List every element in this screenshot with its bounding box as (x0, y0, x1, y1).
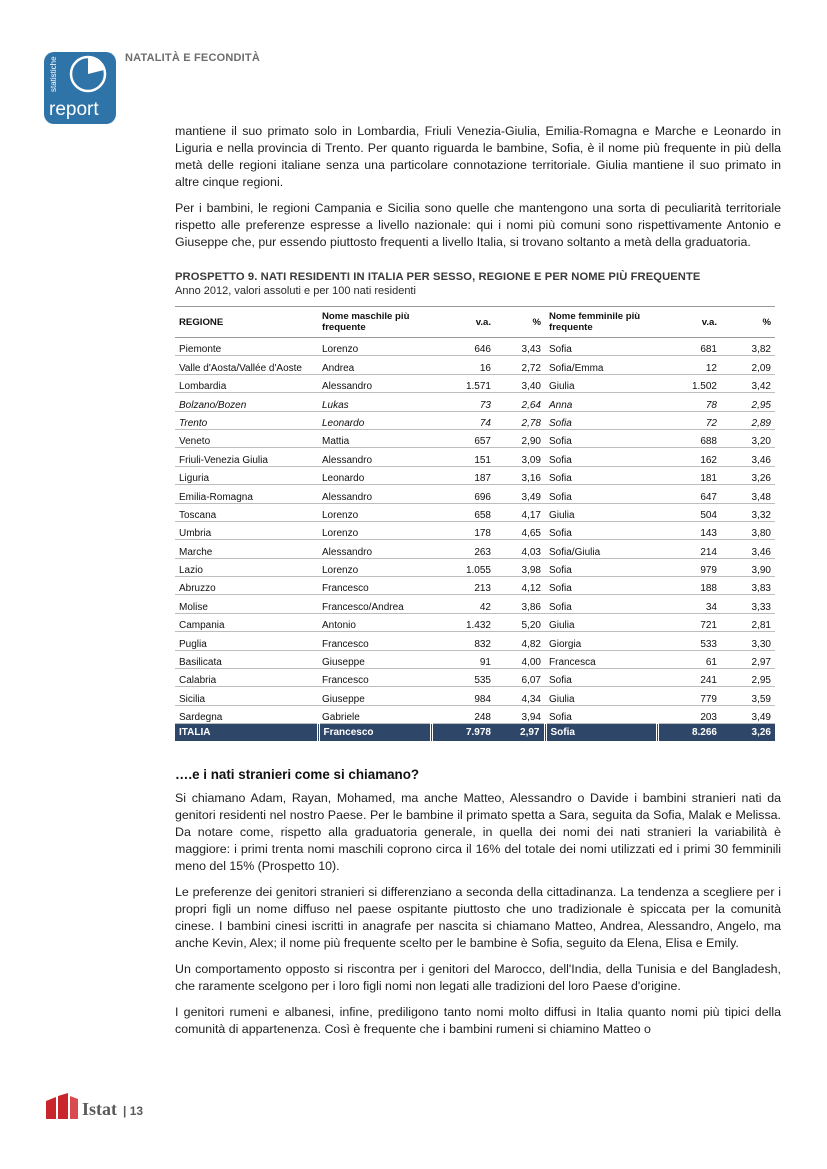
table-cell-fpct: 2,97 (721, 650, 775, 668)
table-cell-mpct: 6,07 (495, 669, 545, 687)
table-cell-mva: 42 (431, 595, 495, 613)
table-cell-fva: 143 (657, 521, 721, 539)
table-cell-region: Veneto (175, 429, 318, 447)
table-cell-mpct: 3,09 (495, 448, 545, 466)
table-cell-mpct: 4,00 (495, 650, 545, 668)
table-cell-region: Calabria (175, 669, 318, 687)
table-cell-m: Mattia (318, 429, 431, 447)
total-cell-f: Sofia (545, 724, 657, 742)
table-cell-fva: 681 (657, 338, 721, 356)
table-cell-fpct: 3,46 (721, 540, 775, 558)
table-cell-f: Sofia (545, 577, 657, 595)
table-subtitle: Anno 2012, valori assoluti e per 100 nati residenti (175, 285, 416, 297)
logo-word: report (49, 99, 99, 120)
logo-side-text: statistiche (49, 56, 58, 92)
table-row (175, 411, 775, 429)
table-cell-m: Alessandro (318, 540, 431, 558)
table-cell-fpct: 3,59 (721, 687, 775, 705)
table-cell-fva: 181 (657, 466, 721, 484)
table-cell-mpct: 4,65 (495, 521, 545, 539)
table-cell-m: Andrea (318, 356, 431, 374)
table-title: PROSPETTO 9. NATI RESIDENTI IN ITALIA PER SESSO, REGIONE E PER NOME PIÙ FREQUENTE (175, 271, 701, 283)
table-cell-fpct: 3,90 (721, 558, 775, 576)
table-cell-region: Sardegna (175, 705, 318, 723)
table-cell-region: Abruzzo (175, 577, 318, 595)
table-cell-fva: 688 (657, 429, 721, 447)
table-cell-region: Sicilia (175, 687, 318, 705)
table-cell-region: Umbria (175, 521, 318, 539)
table-cell-mva: 657 (431, 429, 495, 447)
table-cell-region: Emilia-Romagna (175, 485, 318, 503)
table-cell-mpct: 3,98 (495, 558, 545, 576)
table-cell-m: Francesco (318, 632, 431, 650)
table-cell-fva: 241 (657, 669, 721, 687)
total-cell-mpct: 2,97 (495, 724, 545, 742)
table-cell-f: Sofia (545, 411, 657, 429)
table-cell-fva: 78 (657, 393, 721, 411)
table-cell-mpct: 4,17 (495, 503, 545, 521)
table-cell-m: Gabriele (318, 705, 431, 723)
table-cell-mpct: 4,82 (495, 632, 545, 650)
table-cell-m: Giuseppe (318, 650, 431, 668)
table-cell-fva: 647 (657, 485, 721, 503)
table-cell-m: Antonio (318, 613, 431, 631)
table-cell-region: Liguria (175, 466, 318, 484)
header-female-name: Nome femminile più frequente (545, 307, 657, 338)
table-row (175, 540, 775, 558)
table-cell-region: Bolzano/Bozen (175, 393, 318, 411)
table-cell-fpct: 3,49 (721, 705, 775, 723)
table-cell-fva: 1.502 (657, 374, 721, 392)
header-va-female: v.a. (657, 307, 721, 338)
istat-logo-icon (46, 1093, 80, 1119)
header-va-male: v.a. (431, 307, 495, 338)
table-cell-mva: 535 (431, 669, 495, 687)
table-row (175, 485, 775, 503)
table-cell-region: Valle d'Aosta/Vallée d'Aoste (175, 356, 318, 374)
total-cell-fva: 8.266 (657, 724, 721, 742)
table-cell-f: Sofia (545, 338, 657, 356)
total-cell-m: Francesco (318, 724, 431, 742)
table-cell-f: Sofia/Emma (545, 356, 657, 374)
table-cell-m: Lorenzo (318, 503, 431, 521)
table-cell-fva: 188 (657, 577, 721, 595)
statistiche-report-logo (44, 52, 116, 124)
table-cell-fva: 34 (657, 595, 721, 613)
table-cell-fpct: 3,46 (721, 448, 775, 466)
table-cell-mva: 1.432 (431, 613, 495, 631)
table-cell-f: Sofia (545, 558, 657, 576)
table-cell-m: Francesco/Andrea (318, 595, 431, 613)
table-cell-f: Giorgia (545, 632, 657, 650)
table-cell-region: Trento (175, 411, 318, 429)
table-cell-mpct: 2,72 (495, 356, 545, 374)
table-cell-fva: 12 (657, 356, 721, 374)
table-cell-mva: 151 (431, 448, 495, 466)
table-row (175, 393, 775, 411)
table-cell-fpct: 2,95 (721, 669, 775, 687)
table-cell-mva: 91 (431, 650, 495, 668)
page-number: | 13 (123, 1104, 144, 1118)
table-cell-mva: 73 (431, 393, 495, 411)
table-cell-mva: 263 (431, 540, 495, 558)
table-cell-region: Campania (175, 613, 318, 631)
table-cell-fva: 61 (657, 650, 721, 668)
total-cell-region: ITALIA (175, 724, 318, 742)
table-cell-fpct: 3,20 (721, 429, 775, 447)
header-region: REGIONE (175, 307, 318, 338)
table-cell-f: Sofia (545, 429, 657, 447)
table-cell-mva: 984 (431, 687, 495, 705)
table-cell-region: Lazio (175, 558, 318, 576)
table-cell-f: Francesca (545, 650, 657, 668)
table-cell-f: Anna (545, 393, 657, 411)
table-cell-fpct: 3,83 (721, 577, 775, 595)
table-cell-mpct: 3,40 (495, 374, 545, 392)
table-row (175, 558, 775, 576)
table-cell-mpct: 3,16 (495, 466, 545, 484)
table-cell-fpct: 3,33 (721, 595, 775, 613)
table-cell-f: Sofia (545, 705, 657, 723)
table-cell-region: Basilicata (175, 650, 318, 668)
table-cell-mva: 1.571 (431, 374, 495, 392)
table-row (175, 669, 775, 687)
table-cell-mva: 646 (431, 338, 495, 356)
table-cell-fpct: 2,89 (721, 411, 775, 429)
table-row (175, 687, 775, 705)
table-cell-fpct: 3,30 (721, 632, 775, 650)
table-cell-m: Leonardo (318, 411, 431, 429)
table-cell-fva: 203 (657, 705, 721, 723)
page-content (175, 123, 781, 1047)
names-table (175, 306, 775, 741)
header-male-name: Nome maschile più frequente (318, 307, 431, 338)
table-row (175, 356, 775, 374)
table-cell-region: Marche (175, 540, 318, 558)
table-cell-mpct: 2,90 (495, 429, 545, 447)
table-header-row (175, 307, 775, 338)
table-cell-m: Alessandro (318, 374, 431, 392)
table-cell-region: Toscana (175, 503, 318, 521)
table-cell-mpct: 3,94 (495, 705, 545, 723)
table-cell-region: Friuli-Venezia Giulia (175, 448, 318, 466)
table-cell-mva: 178 (431, 521, 495, 539)
paragraph: Le preferenze dei genitori stranieri si differenziano a seconda della cittadinanza. La tendenza a scegliere per i propri figli un nome diffuso nel paese ospitante piuttosto che uno tradizionale è spiccata per la comunità cinese. I bambini cinesi iscritti in anagrafe per nascita si chiamano Matteo, Andrea, Alessandro, Angelo, ma anche Kevin, Alex; il nome più frequente scelto per le bambine è Sofia, seguito da Elena, Elisa e Emily. (175, 885, 781, 951)
table-cell-mpct: 4,03 (495, 540, 545, 558)
table-cell-f: Giulia (545, 374, 657, 392)
total-cell-fpct: 3,26 (721, 724, 775, 742)
table-cell-m: Francesco (318, 577, 431, 595)
table-cell-f: Sofia (545, 466, 657, 484)
table-cell-mva: 658 (431, 503, 495, 521)
table-cell-fpct: 3,26 (721, 466, 775, 484)
table-cell-m: Lorenzo (318, 338, 431, 356)
table-cell-mva: 1.055 (431, 558, 495, 576)
table-cell-mpct: 4,34 (495, 687, 545, 705)
table-cell-f: Sofia (545, 669, 657, 687)
table-cell-f: Sofia/Giulia (545, 540, 657, 558)
table-cell-fpct: 2,09 (721, 356, 775, 374)
table-row (175, 632, 775, 650)
table-cell-region: Piemonte (175, 338, 318, 356)
table-cell-fva: 214 (657, 540, 721, 558)
table-cell-f: Sofia (545, 595, 657, 613)
table-cell-mva: 696 (431, 485, 495, 503)
table-cell-region: Molise (175, 595, 318, 613)
table-cell-m: Leonardo (318, 466, 431, 484)
table-cell-fva: 504 (657, 503, 721, 521)
table-cell-fpct: 2,95 (721, 393, 775, 411)
table-cell-region: Puglia (175, 632, 318, 650)
table-cell-m: Alessandro (318, 485, 431, 503)
table-cell-f: Sofia (545, 521, 657, 539)
table-cell-mpct: 5,20 (495, 613, 545, 631)
table-cell-mpct: 2,78 (495, 411, 545, 429)
header-pct-female: % (721, 307, 775, 338)
table-cell-m: Lorenzo (318, 558, 431, 576)
table-cell-mva: 74 (431, 411, 495, 429)
table-row (175, 577, 775, 595)
table-row (175, 705, 775, 723)
table-cell-m: Giuseppe (318, 687, 431, 705)
table-cell-fva: 162 (657, 448, 721, 466)
section-title: NATALITÀ E FECONDITÀ (125, 52, 260, 64)
footer-brand: Istat (82, 1099, 117, 1119)
table-body (175, 338, 775, 742)
table-cell-fpct: 3,80 (721, 521, 775, 539)
table-cell-m: Lukas (318, 393, 431, 411)
subheading: ….e i nati stranieri come si chiamano? (175, 767, 420, 783)
table-cell-f: Giulia (545, 503, 657, 521)
table-row (175, 595, 775, 613)
table-cell-f: Giulia (545, 613, 657, 631)
table-row (175, 448, 775, 466)
table-row (175, 521, 775, 539)
table-cell-fva: 779 (657, 687, 721, 705)
paragraph: Un comportamento opposto si riscontra per i genitori del Marocco, dell'India, della Tunisia e del Bangladesh, che raramente scelgono per i loro figli nomi non legati alle tradizioni del loro Paese d'origine. (175, 962, 781, 994)
paragraph: I genitori rumeni e albanesi, infine, prediligono tanto nomi molto diffusi in Italia quanto nomi più tipici della comunità di appartenenza. Così è frequente che i bambini rumeni si chiamino Matteo o (175, 1005, 781, 1037)
table-cell-region: Lombardia (175, 374, 318, 392)
table-cell-f: Sofia (545, 448, 657, 466)
table-cell-mva: 187 (431, 466, 495, 484)
table-total-row (175, 724, 775, 742)
paragraph: Si chiamano Adam, Rayan, Mohamed, ma anche Matteo, Alessandro o Davide i bambini stranieri nati da genitori residenti nel nostro Paese. Per le bambine il primato spetta a Sara, seguita da Sofia, Malak e Melissa. Da notare come, rispetto alla graduatoria generale, in quella dei nomi dei nati stranieri la variabilità è maggiore: i primi trenta nomi maschili coprono circa il 16% del totale dei nomi utilizzati ed i primi 30 femminili meno del 15% (Prospetto 10). (175, 791, 781, 874)
table-cell-fpct: 3,32 (721, 503, 775, 521)
table-cell-mpct: 3,86 (495, 595, 545, 613)
table-cell-mva: 832 (431, 632, 495, 650)
table-cell-mva: 16 (431, 356, 495, 374)
table-row (175, 338, 775, 356)
table-cell-mpct: 3,43 (495, 338, 545, 356)
header-pct-male: % (495, 307, 545, 338)
table-row (175, 429, 775, 447)
table-cell-mpct: 2,64 (495, 393, 545, 411)
table-row (175, 503, 775, 521)
table-cell-fpct: 3,82 (721, 338, 775, 356)
table-cell-fpct: 2,81 (721, 613, 775, 631)
table-row (175, 466, 775, 484)
table-cell-mva: 213 (431, 577, 495, 595)
table-cell-fva: 721 (657, 613, 721, 631)
table-row (175, 374, 775, 392)
paragraph: mantiene il suo primato solo in Lombardia, Friuli Venezia-Giulia, Emilia-Romagna e Marche e Leonardo in Liguria e nella provincia di Trento. Per quanto riguarda le bambine, Sofia, è il nome più frequente in più della metà delle regioni italiane senza una particolare connotazione territoriale. Giulia mantiene il suo primato in altre cinque regioni. (175, 124, 781, 189)
table-cell-m: Francesco (318, 669, 431, 687)
table-cell-fva: 72 (657, 411, 721, 429)
paragraph: Per i bambini, le regioni Campania e Sicilia sono quelle che mantengono una sorta di peculiarità territoriale rispetto alle preferenze espresse a livello nazionale: qui i nomi più comuni sono rispettivamente Antonio e Giuseppe che, pur essendo piuttosto frequenti a livello Italia, si trovano soltanto a metà della graduatoria. (175, 201, 781, 249)
table-cell-m: Alessandro (318, 448, 431, 466)
table-cell-mpct: 4,12 (495, 577, 545, 595)
table-cell-m: Lorenzo (318, 521, 431, 539)
table-cell-mva: 248 (431, 705, 495, 723)
table-row (175, 650, 775, 668)
table-cell-f: Giulia (545, 687, 657, 705)
table-cell-fpct: 3,42 (721, 374, 775, 392)
table-cell-fva: 979 (657, 558, 721, 576)
table-cell-fpct: 3,48 (721, 485, 775, 503)
total-cell-mva: 7.978 (431, 724, 495, 742)
table-cell-mpct: 3,49 (495, 485, 545, 503)
table-cell-fva: 533 (657, 632, 721, 650)
table-row (175, 613, 775, 631)
table-cell-f: Sofia (545, 485, 657, 503)
